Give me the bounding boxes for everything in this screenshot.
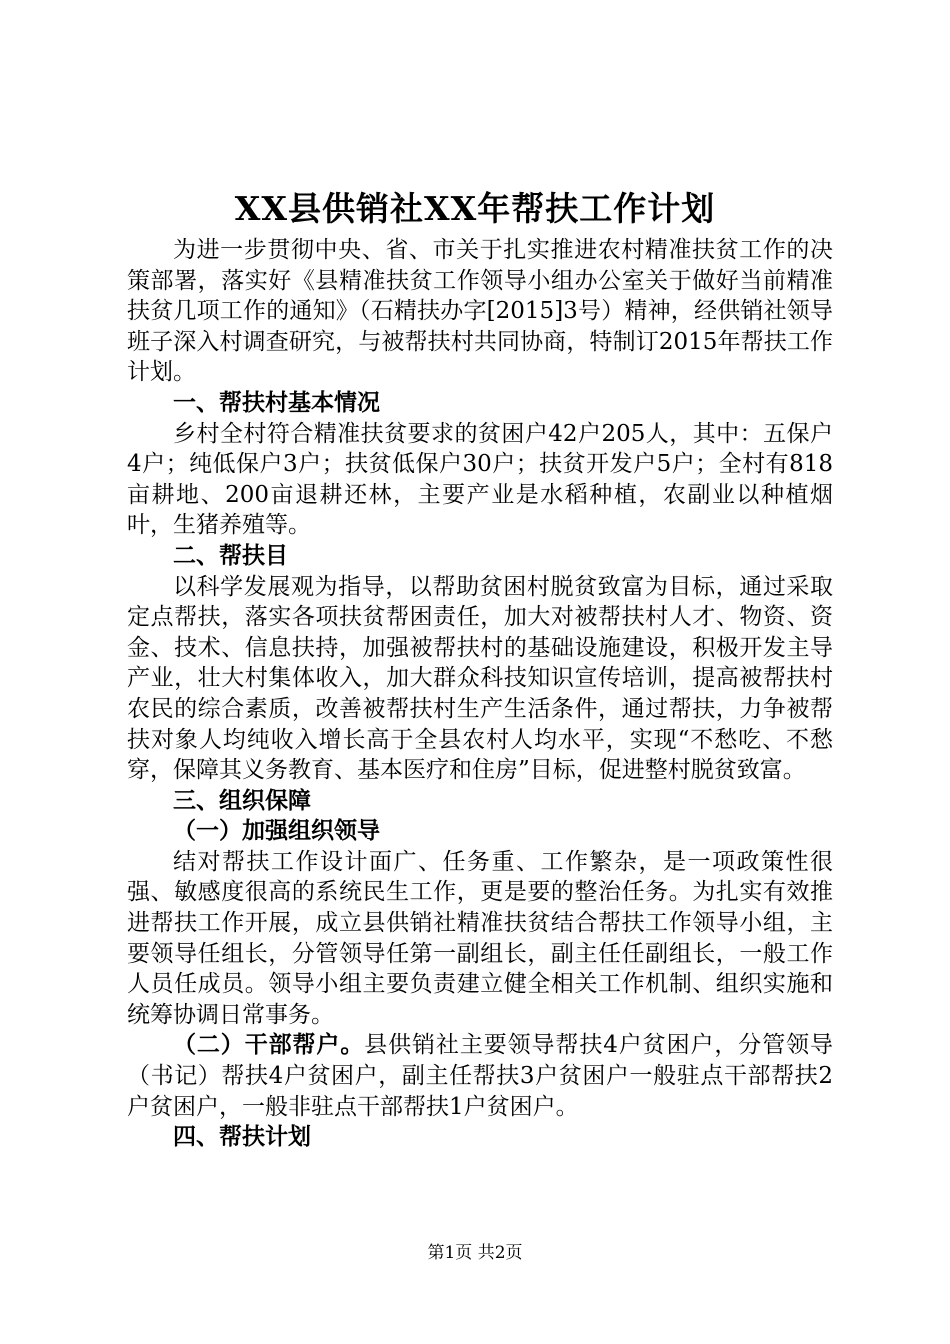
subsection-heading-leadership: （一）加强组织领导 [173,817,380,845]
subsection-paragraph-cadres [127,1030,833,1122]
page-indicator: 第1页 共2页 [427,1243,523,1263]
document-body [127,235,833,1153]
intro-paragraph: 为进一步贯彻中央、省、市关于扎实推进农村精准扶贫工作的决策部署，落实好《县精准扶贫工作领导小组办公室关于做好当前精准扶贫几项工作的通知》（石精扶办字[2015]3号）精神，经供销社领导班子深入村调查研究，与被帮扶村共同协商，特制订2015年帮扶工作计划。 [127,237,833,386]
section-paragraph-goals: 以科学发展观为指导，以帮助贫困村脱贫致富为目标，通过采取定点帮扶，落实各项扶贫帮困责任，加大对被帮扶村人才、物资、资金、技术、信息扶持，加强被帮扶村的基础设施建设，积极开发主导产业，壮大村集体收入，加大群众科技知识宣传培训，提高被帮扶村农民的综合素质，改善被帮扶村生产生活条件，通过帮扶，力争被帮扶对象人均纯收入增长高于全县农村人均水平，实现“不愁吃、不愁穿，保障其义务教育、基本医疗和住房”目标，促进整村脱贫致富。 [127,573,833,784]
subsection-paragraph-leadership: 结对帮扶工作设计面广、任务重、工作繁杂，是一项政策性很强、敏感度很高的系统民生工作，更是要的整治任务。为扎实有效推进帮扶工作开展，成立县供销社精准扶贫结合帮扶工作领导小组，主要领导任组长，分管领导任第一副组长，副主任任副组长，一般工作人员任成员。领导小组主要负责建立健全相关工作机制、组织实施和统筹协调日常事务。 [127,848,833,1028]
section-heading-goals: 二、帮扶目 [173,541,288,569]
document-title: XX县供销社XX年帮扶工作计划 [234,189,716,228]
section-heading-basic-info: 一、帮扶村基本情况 [173,388,380,416]
section-paragraph-basic-info: 乡村全村符合精准扶贫要求的贫困户42户205人，其中：五保户4户；纯低保户3户；扶贫低保户30户；扶贫开发户5户；全村有818亩耕地、200亩退耕还林，主要产业是水稻种植，农副业以种植烟叶，生猪养殖等。 [127,420,833,539]
subsection-text-cadres: 县供销社主要领导帮扶4户贫困户，分管领导（书记）帮扶4户贫困户，副主任帮扶3户贫困户一般驻点干部帮扶2户贫困户，一般非驻点干部帮扶1户贫困户。 [127,1032,833,1120]
section-heading-organization: 三、组织保障 [173,786,311,814]
section-heading-plan: 四、帮扶计划 [173,1123,311,1151]
subsection-heading-cadres: （二）干部帮户。 [173,1031,365,1059]
